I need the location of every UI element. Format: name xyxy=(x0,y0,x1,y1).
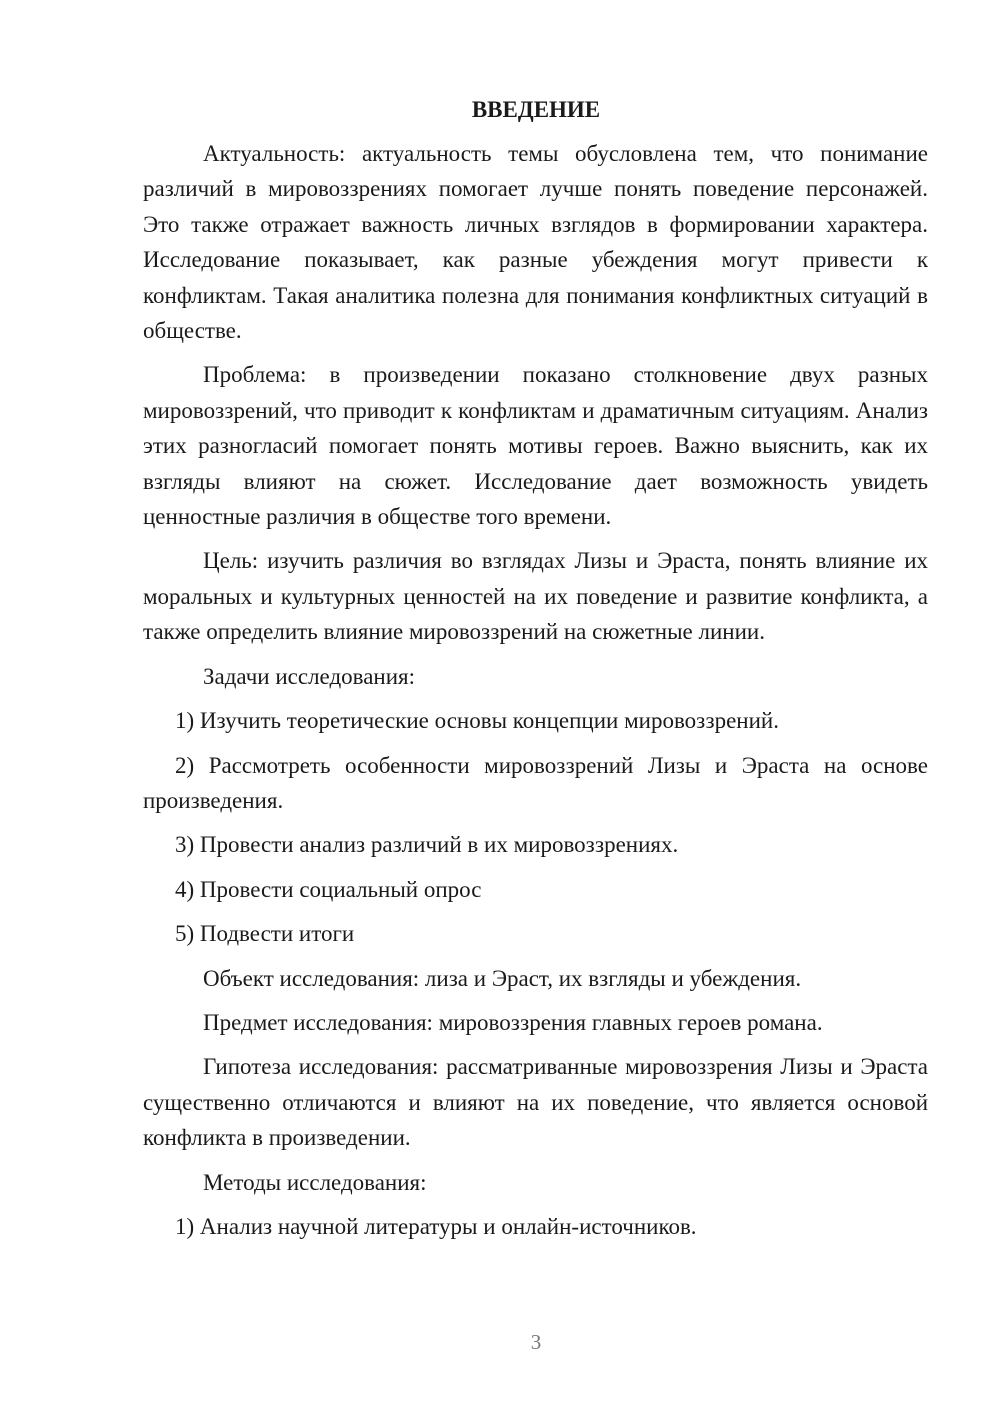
tasks-heading: Задачи исследования: xyxy=(203,663,416,689)
page-number: 3 xyxy=(530,1330,542,1354)
problem-paragraph: Проблема: в произведении показано столкновение двух разных мировоззрений, что приводит к конфликтам и драматичным ситуациям. Анализ этих разногласий помогает понять мотивы героев. Важно выяснить, как их взгляды влияют на сюжет. Исследование дает возможность увидеть ценностные различия в обществе того времени. xyxy=(143,362,928,530)
subject-paragraph: Предмет исследования: мировоззрения главных героев романа. xyxy=(203,1009,823,1035)
method-item: 1) Анализ научной литературы и онлайн-источников. xyxy=(175,1213,697,1239)
task-item: 5) Подвести итоги xyxy=(175,921,355,947)
relevance-paragraph: Актуальность: актуальность темы обусловлена тем, что понимание различий в мировоззрениях помогает лучше понять поведение персонажей. Это также отражает важность личных взглядов в формировании характера. Исследование показывает, как разные убеждения могут привести к конфликтам. Такая аналитика полезна для понимания конфликтных ситуаций в обществе. xyxy=(143,141,928,344)
task-item: 3) Провести анализ различий в их мировоззрениях. xyxy=(175,832,679,858)
goal-paragraph: Цель: изучить различия во взглядах Лизы и Эраста, понять влияние их моральных и культурных ценностей на их поведение и развитие конфликта, а также определить влияние мировоззрений на сюжетные линии. xyxy=(143,548,928,645)
hypothesis-paragraph: Гипотеза исследования: рассматриванные мировоззрения Лизы и Эраста существенно отличаются и влияют на их поведение, что является основой конфликта в произведении. xyxy=(143,1054,928,1151)
section-title: ВВЕДЕНИЕ xyxy=(471,97,601,122)
object-paragraph: Объект исследования: лиза и Эраст, их взгляды и убеждения. xyxy=(203,965,802,991)
task-item: 1) Изучить теоретические основы концепции мировоззрений. xyxy=(175,708,779,734)
methods-heading: Методы исследования: xyxy=(203,1169,427,1195)
task-item: 4) Провести социальный опрос xyxy=(175,876,482,902)
task-item: 2) Рассмотреть особенности мировоззрений Лизы и Эраста на основе произведения. xyxy=(143,752,928,813)
page-content xyxy=(143,92,928,1253)
